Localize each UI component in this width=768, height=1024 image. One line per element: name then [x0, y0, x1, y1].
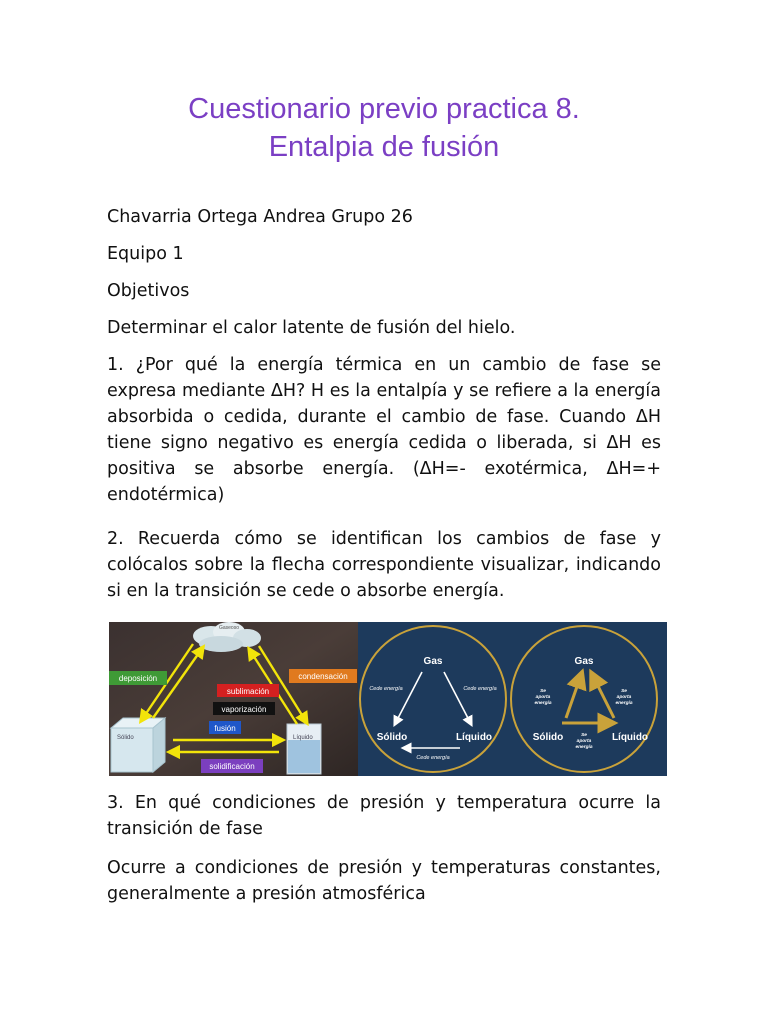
arrow-label-left-3: energía [534, 701, 552, 706]
liquid-label: Líquido [293, 735, 313, 741]
arrow-label-right-1: Se [621, 689, 627, 694]
solid-node: Sólido [532, 732, 564, 743]
liquid-node: Líquido [455, 732, 493, 743]
gas-label: Gaseoso [218, 625, 240, 631]
arrow-label-right: Cede energía [463, 686, 497, 692]
label-sublimacion: sublimación [226, 687, 270, 696]
phase-diagram-right [358, 622, 667, 776]
arrow-label-right-2: aporta [616, 695, 632, 700]
objective-text: Determinar el calor latente de fusión del hielo. [107, 318, 516, 338]
objectives-heading: Objetivos [107, 281, 190, 301]
question-3: 3. En qué condiciones de presión y temperatura ocurre la transición de fase [107, 793, 661, 839]
label-vaporizacion: vaporización [221, 705, 267, 714]
label-condensacion: condensación [298, 672, 348, 681]
team-line: Equipo 1 [107, 244, 184, 264]
arrow-label-bottom: Cede energía [416, 755, 450, 761]
solid-label: Sólido [117, 735, 134, 741]
arrow-label-left-2: aporta [535, 695, 551, 700]
arrow-label-bottom-1: Se [581, 733, 587, 738]
question-1: 1. ¿Por qué la energía térmica en un cambio de fase se expresa mediante ΔH? H es la entalpía y se refiere a la energía absorbida o cedida, durante el cambio de fase. Cuando ΔH tiene signo negativo es energía cedida o liberada, si ΔH es positiva se absorbe energía. (ΔH=- exotérmica, ΔH=+ endotérmica) [107, 355, 661, 505]
label-solidificacion: solidificación [209, 762, 255, 771]
arrow-label-bottom-3: energía [575, 745, 593, 750]
gas-node: Gas [423, 656, 443, 667]
label-deposicion: deposición [118, 674, 158, 683]
title-line-2: Entalpia de fusión [268, 131, 500, 163]
phase-diagram-left [109, 622, 358, 776]
title-line-1: Cuestionario previo practica 8. [188, 93, 580, 125]
arrow-label-left-1: Se [540, 689, 546, 694]
answer-3: Ocurre a condiciones de presión y temperaturas constantes, generalmente a presión atmosférica [107, 858, 661, 904]
document-title [0, 90, 768, 166]
arrow-label-bottom-2: aporta [576, 739, 592, 744]
water-glass-icon [287, 724, 321, 774]
ice-cube-icon [111, 718, 165, 772]
arrow-label-left: Cede energía [369, 686, 403, 692]
author-line: Chavarria Ortega Andrea Grupo 26 [107, 207, 413, 227]
question-2: 2. Recuerda cómo se identifican los cambios de fase y colócalos sobre la flecha correspondiente visualizar, indicando si en la transición se cede o absorbe energía. [107, 529, 661, 601]
arrow-label-right-3: energía [615, 701, 633, 706]
phase-change-figure [109, 622, 667, 776]
solid-node: Sólido [376, 732, 408, 743]
gas-node: Gas [574, 656, 594, 667]
label-fusion: fusión [214, 724, 236, 733]
liquid-node: Líquido [611, 732, 649, 743]
